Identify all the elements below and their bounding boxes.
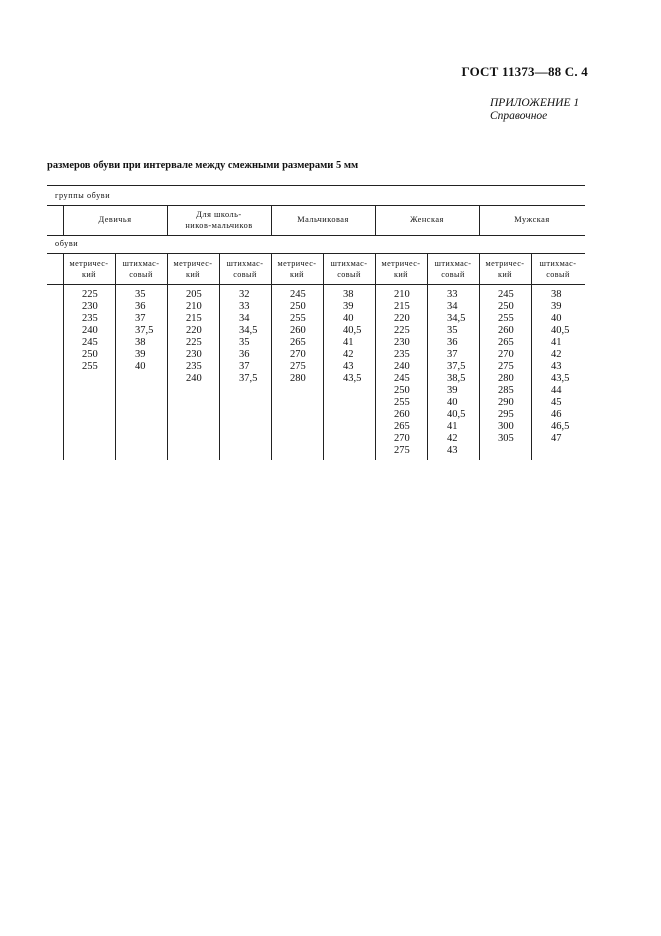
table-cell: 265 — [394, 421, 410, 432]
table-cell: 37 — [135, 313, 146, 324]
table-cell: 245 — [290, 289, 306, 300]
table-cell: 39 — [447, 385, 458, 396]
table-left-rule — [63, 253, 64, 460]
table-cell: 37,5 — [447, 361, 466, 372]
table-cell: 210 — [394, 289, 410, 300]
table-cell: 35 — [239, 337, 250, 348]
group-header: группы обуви — [55, 191, 111, 200]
table-title: размеров обуви при интервале между смежными размерами 5 мм — [47, 160, 359, 171]
table-cell: 265 — [290, 337, 306, 348]
table-cell: 270 — [394, 433, 410, 444]
column-divider — [375, 253, 376, 460]
table-cell: 220 — [394, 313, 410, 324]
column-divider — [271, 253, 272, 460]
subheader-stich: штихмас- совый — [226, 259, 264, 279]
table-cell: 270 — [498, 349, 514, 360]
column-boys-stich — [343, 289, 361, 385]
table-cell: 240 — [394, 361, 410, 372]
subheader-stich: штихмас- совый — [434, 259, 472, 279]
table-cell: 40 — [343, 313, 354, 324]
page-header: ГОСТ 11373—88 С. 4 — [461, 64, 588, 79]
column-men-metric — [498, 289, 514, 445]
table-cell: 230 — [394, 337, 410, 348]
table-cell: 34 — [239, 313, 250, 324]
table-cell: 36 — [135, 301, 146, 312]
column-men-stich — [551, 289, 569, 445]
table-cell: 40 — [135, 361, 146, 372]
table-cell: 275 — [290, 361, 306, 372]
table-cell: 44 — [551, 385, 562, 396]
table-cell: 255 — [394, 397, 410, 408]
table-cell: 41 — [343, 337, 354, 348]
table-cell: 245 — [82, 337, 98, 348]
column-divider — [167, 253, 168, 460]
column-schoolboys-metric — [186, 289, 202, 385]
table-cell: 285 — [498, 385, 514, 396]
column-divider — [219, 253, 220, 460]
subheader-metric: метричес- кий — [69, 259, 109, 279]
column-schoolboys-stich — [239, 289, 257, 385]
table-cell: 215 — [186, 313, 202, 324]
table-cell: 39 — [551, 301, 562, 312]
table-cell: 33 — [239, 301, 250, 312]
table-cell: 38 — [551, 289, 562, 300]
table-cell: 275 — [394, 445, 410, 456]
table-cell: 235 — [186, 361, 202, 372]
table-cell: 37 — [447, 349, 458, 360]
table-cell: 42 — [447, 433, 458, 444]
table-cell: 33 — [447, 289, 458, 300]
size-header: обуви — [55, 239, 79, 248]
table-cell: 245 — [498, 289, 514, 300]
table-cell: 225 — [82, 289, 98, 300]
table-cell: 225 — [186, 337, 202, 348]
table-cell: 260 — [498, 325, 514, 336]
table-cell: 37,5 — [239, 373, 258, 384]
table-cell: 255 — [82, 361, 98, 372]
table-cell: 38 — [135, 337, 146, 348]
table-cell: 235 — [394, 349, 410, 360]
column-divider — [323, 253, 324, 460]
table-cell: 39 — [343, 301, 354, 312]
table-cell: 34 — [447, 301, 458, 312]
subheader-metric: метричес- кий — [485, 259, 525, 279]
column-divider — [427, 253, 428, 460]
table-cell: 250 — [394, 385, 410, 396]
table-cell: 36 — [239, 349, 250, 360]
table-cell: 250 — [498, 301, 514, 312]
table-cell: 39 — [135, 349, 146, 360]
table-cell: 250 — [82, 349, 98, 360]
table-cell: 265 — [498, 337, 514, 348]
table-cell: 40,5 — [447, 409, 466, 420]
table-cell: 40,5 — [343, 325, 362, 336]
shoe-size-table — [47, 185, 585, 460]
column-women-metric — [394, 289, 410, 457]
subheader-metric: метричес- кий — [381, 259, 421, 279]
table-cell: 34,5 — [447, 313, 466, 324]
table-cell: 43 — [343, 361, 354, 372]
table-cell: 260 — [290, 325, 306, 336]
table-cell: 230 — [186, 349, 202, 360]
appendix-block — [490, 97, 579, 123]
table-cell: 235 — [82, 313, 98, 324]
table-cell: 215 — [394, 301, 410, 312]
table-cell: 230 — [82, 301, 98, 312]
table-cell: 250 — [290, 301, 306, 312]
table-cell: 255 — [290, 313, 306, 324]
table-cell: 210 — [186, 301, 202, 312]
appendix-label: ПРИЛОЖЕНИЕ 1 — [490, 97, 580, 109]
table-cell: 220 — [186, 325, 202, 336]
table-cell: 40 — [551, 313, 562, 324]
table-cell: 32 — [239, 289, 250, 300]
table-cell: 43,5 — [343, 373, 362, 384]
column-divider — [479, 253, 480, 460]
table-cell: 240 — [186, 373, 202, 384]
column-divider — [115, 253, 116, 460]
group-row-top-rule — [47, 205, 585, 206]
appendix-note: Справочное — [490, 110, 548, 122]
table-cell: 41 — [551, 337, 562, 348]
table-cell: 205 — [186, 289, 202, 300]
subheader-bottom-rule — [47, 284, 585, 285]
table-cell: 35 — [135, 289, 146, 300]
column-girls-stich — [135, 289, 153, 373]
table-cell: 305 — [498, 433, 514, 444]
group-name-girls: Девичья — [98, 215, 132, 224]
table-cell: 43,5 — [551, 373, 570, 384]
table-cell: 34,5 — [239, 325, 258, 336]
table-cell: 290 — [498, 397, 514, 408]
subheader-top-rule — [47, 253, 585, 254]
group-name-schoolboys: Для школь- ников-мальчиков — [185, 210, 253, 230]
table-cell: 275 — [498, 361, 514, 372]
table-cell: 225 — [394, 325, 410, 336]
table-cell: 38,5 — [447, 373, 466, 384]
group-name-women: Женская — [410, 215, 444, 224]
subheader-stich: штихмас- совый — [122, 259, 160, 279]
table-cell: 295 — [498, 409, 514, 420]
group-row-bottom-rule — [47, 235, 585, 236]
table-top-rule — [47, 185, 585, 186]
table-cell: 37 — [239, 361, 250, 372]
table-cell: 260 — [394, 409, 410, 420]
table-cell: 46,5 — [551, 421, 570, 432]
column-boys-metric — [290, 289, 306, 385]
group-name-men: Мужская — [514, 215, 550, 224]
column-girls-metric — [82, 289, 98, 373]
group-name-boys: Мальчиковая — [297, 215, 349, 224]
column-divider — [531, 253, 532, 460]
table-cell: 40,5 — [551, 325, 570, 336]
table-cell: 255 — [498, 313, 514, 324]
column-women-stich — [447, 289, 465, 457]
table-cell: 47 — [551, 433, 562, 444]
table-cell: 42 — [343, 349, 354, 360]
table-cell: 270 — [290, 349, 306, 360]
table-cell: 46 — [551, 409, 562, 420]
subheader-stich: штихмас- совый — [539, 259, 577, 279]
table-cell: 245 — [394, 373, 410, 384]
table-cell: 43 — [551, 361, 562, 372]
table-cell: 37,5 — [135, 325, 154, 336]
table-cell: 280 — [290, 373, 306, 384]
table-cell: 300 — [498, 421, 514, 432]
table-cell: 43 — [447, 445, 458, 456]
subheader-metric: метричес- кий — [173, 259, 213, 279]
subheader-metric: метричес- кий — [277, 259, 317, 279]
group-divider — [167, 205, 168, 235]
table-cell: 38 — [343, 289, 354, 300]
table-cell: 36 — [447, 337, 458, 348]
table-cell: 280 — [498, 373, 514, 384]
table-cell: 40 — [447, 397, 458, 408]
table-cell: 45 — [551, 397, 562, 408]
subheader-stich: штихмас- совый — [330, 259, 368, 279]
table-cell: 35 — [447, 325, 458, 336]
table-cell: 41 — [447, 421, 458, 432]
table-cell: 42 — [551, 349, 562, 360]
table-cell: 240 — [82, 325, 98, 336]
